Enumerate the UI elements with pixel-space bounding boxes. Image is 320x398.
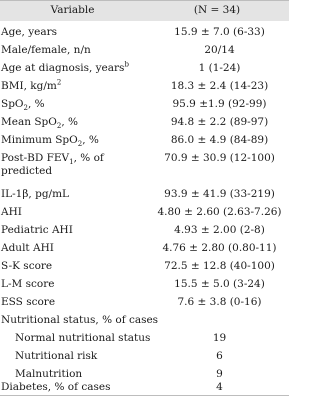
row-value: 4.93 ± 2.00 (2-8)	[174, 224, 265, 236]
row-label: Age at diagnosis, years$^b$	[1, 60, 129, 74]
row-value: 19	[212, 332, 227, 344]
row-label: S-K score	[1, 260, 53, 272]
table-bottom-rule	[0, 395, 289, 396]
row-value: 70.9 ± 30.9 (12-100)	[164, 152, 275, 164]
row-label: Minimum SpO$_2$, %	[1, 134, 99, 149]
row-label: Age, years	[1, 26, 58, 38]
row-value: 6	[216, 350, 223, 362]
row-value: 18.3 ± 2.4 (14-23)	[170, 80, 269, 92]
row-label: AHI	[1, 206, 22, 218]
row-label: BMI, $kg/m^2$	[1, 78, 62, 92]
row-label: Normal nutritional status	[15, 332, 151, 344]
row-value: 4	[216, 381, 223, 393]
row-label: Post-BD $FEV_1$, % of predicted	[1, 152, 104, 177]
row-label: Male/female, n/n	[1, 44, 91, 56]
row-value: 95.9 ±1.9 (92-99)	[172, 98, 267, 110]
row-value: 1 (1-24)	[198, 62, 241, 74]
table-header	[0, 0, 289, 21]
row-value: 4.80 ± 2.60 (2.63-7.26)	[157, 206, 282, 218]
header-n: (N = 34)	[193, 4, 241, 16]
row-value: 20/14	[204, 44, 235, 56]
row-value: 15.9 ± 7.0 (6-33)	[174, 26, 265, 38]
row-label: L-M score	[1, 278, 55, 290]
row-value: 93.9 ± 41.9 (33-219)	[164, 188, 275, 200]
row-label: Malnutrition	[15, 368, 83, 380]
row-value: 94.8 ± 2.2 (89-97)	[170, 116, 269, 128]
row-label: ESS score	[1, 296, 56, 308]
row-value: 9	[216, 368, 223, 380]
header-variable: Variable	[50, 4, 95, 16]
row-value: 7.6 ± 3.8 (0-16)	[177, 296, 262, 308]
row-value: 15.5 ± 5.0 (3-24)	[174, 278, 265, 290]
row-label: Pediatric AHI	[1, 224, 73, 236]
row-value: 72.5 ± 12.8 (40-100)	[164, 260, 275, 272]
row-value: 4.76 ± 2.80 (0.80-11)	[162, 242, 277, 254]
row-label: Adult AHI	[1, 242, 54, 254]
row-label: Diabetes, % of cases	[1, 381, 111, 393]
row-label: Nutritional status, % of cases	[1, 314, 159, 326]
row-label: Nutritional risk	[15, 350, 98, 362]
row-label: Mean SpO$_2$, %	[1, 116, 78, 131]
row-value: 86.0 ± 4.9 (84-89)	[170, 134, 269, 146]
row-label: IL-1β, pg/mL	[1, 188, 70, 200]
row-label: SpO$_2$, %	[1, 98, 45, 113]
